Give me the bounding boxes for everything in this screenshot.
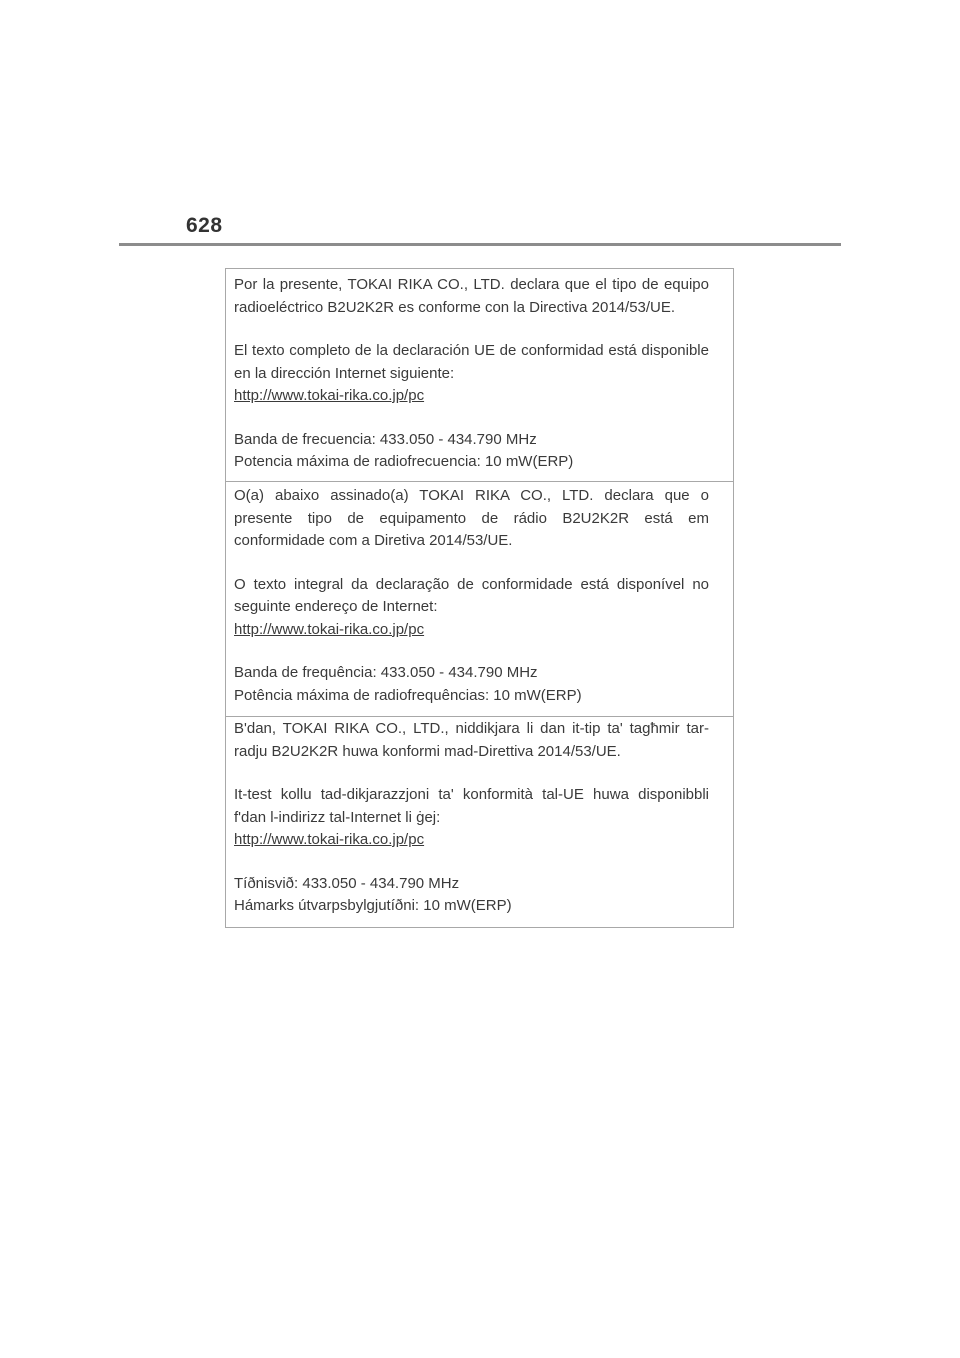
availability-text: El texto completo de la declaración UE de conformidad está disponible en la dirección Internet siguiente: (234, 342, 709, 382)
declaration-section-spanish (226, 269, 733, 481)
max-power: Potencia máxima de radiofrecuencia: 10 mW(ERP) (234, 453, 574, 470)
max-power: Potência máxima de radiofrequências: 10 mW(ERP) (234, 686, 582, 704)
page-number: 628 (186, 214, 223, 237)
header-divider (119, 243, 841, 246)
declaration-statement: O(a) abaixo assinado(a) TOKAI RIKA CO., LTD. declara que o presente tipo de equipamento de rádio B2U2K2R está em conformidade com a Diretiva 2014/53/UE. (234, 487, 709, 549)
declaration-url-link[interactable]: http://www.tokai-rika.co.jp/pc (234, 387, 425, 404)
declaration-section-portuguese (226, 481, 733, 716)
declaration-url-link[interactable]: http://www.tokai-rika.co.jp/pc (234, 831, 425, 848)
declaration-statement: Por la presente, TOKAI RIKA CO., LTD. declara que el tipo de equipo radioeléctrico B2U2K2R es conforme con la Directiva 2014/53/UE. (234, 276, 709, 316)
declaration-url-link[interactable]: http://www.tokai-rika.co.jp/pc (234, 620, 425, 638)
frequency-band: Tíðnisvið: 433.050 - 434.790 MHz (234, 874, 460, 892)
frequency-band: Banda de frecuencia: 433.050 - 434.790 MHz (234, 430, 537, 448)
declaration-section-maltese (226, 716, 733, 928)
availability-text: O texto integral da declaração de conformidade está disponível no seguinte endereço de Internet: (234, 575, 709, 615)
declaration-statement: B'dan, TOKAI RIKA CO., LTD., niddikjara li dan it-tip ta' tagħmir tar-radju B2U2K2R huwa konformi mad-Direttiva 2014/53/UE. (234, 720, 709, 760)
declaration-box (225, 268, 734, 928)
availability-text: It-test kollu tad-dikjarazzjoni ta' konformità tal-UE huwa disponibbli f'dan l-indirizz tal-Internet li ġej: (234, 786, 709, 826)
frequency-band: Banda de frequência: 433.050 - 434.790 MHz (234, 664, 538, 681)
max-power: Hámarks útvarpsbylgjutíðni: 10 mW(ERP) (234, 897, 512, 914)
